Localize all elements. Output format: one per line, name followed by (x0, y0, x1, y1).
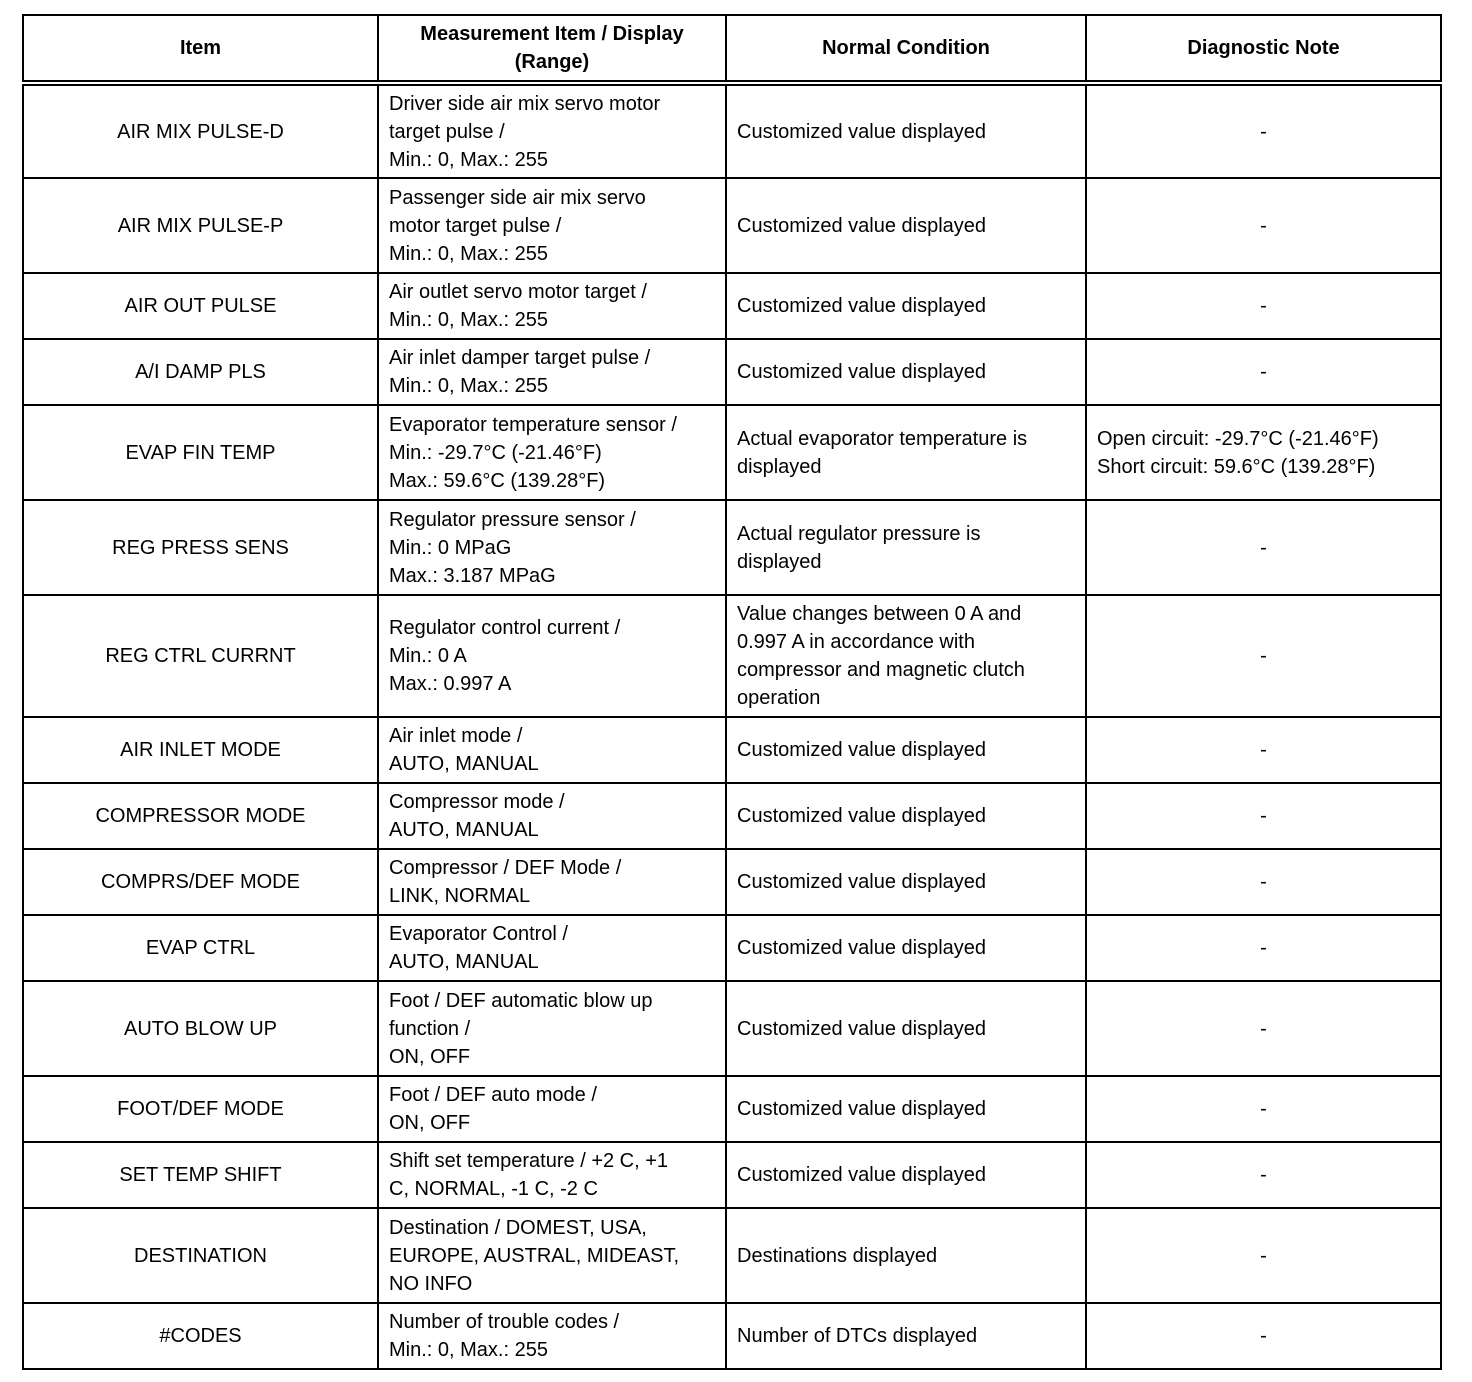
normal-condition-cell (726, 339, 1086, 405)
cell-text: Min.: 0 A (389, 645, 467, 667)
item-cell (23, 595, 378, 717)
cell-text: Min.: 0, Max.: 255 (389, 148, 548, 171)
cell-text: Min.: 0 MPaG (389, 536, 512, 559)
measurement-cell (378, 783, 726, 849)
normal-condition-cell (726, 717, 1086, 783)
cell-text: Customized value displayed (737, 1017, 987, 1040)
measurement-cell (378, 849, 726, 915)
diagnostic-note-cell (1086, 339, 1441, 405)
cell-text: A/I DAMP PLS (135, 361, 266, 383)
diagnostic-note-cell (1086, 83, 1441, 178)
cell-text: AUTO, MANUAL (389, 753, 539, 775)
normal-condition-cell (726, 1142, 1086, 1208)
cell-text: Customized value displayed (737, 739, 987, 761)
diagnostic-note-cell (1086, 849, 1441, 915)
table-row (23, 1303, 1441, 1369)
cell-text: Min.: 0, Max.: 255 (389, 309, 548, 331)
cell-text: Air inlet mode / (389, 725, 523, 747)
cell-text: Min.: 0, Max.: 255 (389, 242, 548, 265)
cell-text: Regulator pressure sensor / (389, 508, 636, 531)
diagnostic-note-cell (1086, 783, 1441, 849)
item-cell (23, 849, 378, 915)
normal-condition-cell (726, 595, 1086, 717)
table-row (23, 405, 1441, 500)
cell-text: - (1260, 1164, 1267, 1186)
header-row (23, 15, 1441, 83)
cell-text: Destinations displayed (737, 1244, 938, 1267)
item-cell (23, 500, 378, 595)
cell-text: Air outlet servo motor target / (389, 281, 647, 303)
table-row (23, 83, 1441, 178)
cell-text: Actual evaporator temperature is (737, 427, 1028, 450)
cell-text: Min.: 0, Max.: 255 (389, 375, 548, 397)
cell-text: Number of trouble codes / (389, 1311, 620, 1333)
cell-text: Evaporator temperature sensor / (389, 413, 677, 436)
cell-text: - (1260, 536, 1267, 559)
measurement-cell (378, 717, 726, 783)
table-body (23, 83, 1441, 1369)
table-row (23, 595, 1441, 717)
diagnostic-note-cell (1086, 595, 1441, 717)
cell-text: - (1260, 295, 1267, 317)
measurement-cell (378, 83, 726, 178)
cell-text: AIR OUT PULSE (124, 295, 277, 317)
cell-text: Customized value displayed (737, 361, 987, 383)
item-cell (23, 405, 378, 500)
measurement-cell (378, 178, 726, 273)
table-row (23, 915, 1441, 981)
diagnostic-note-cell (1086, 273, 1441, 339)
cell-text: AIR MIX PULSE-D (117, 120, 284, 143)
normal-condition-cell (726, 405, 1086, 500)
cell-text: EUROPE, AUSTRAL, MIDEAST, (389, 1244, 680, 1267)
table-row (23, 273, 1441, 339)
cell-text: Regulator control current / (389, 617, 621, 639)
cell-text: - (1260, 937, 1267, 959)
cell-text: Compressor mode / (389, 791, 565, 813)
normal-condition-cell (726, 1303, 1086, 1369)
measurement-cell (378, 405, 726, 500)
measurement-cell (378, 500, 726, 595)
item-cell (23, 783, 378, 849)
cell-text: Customized value displayed (737, 214, 987, 237)
normal-condition-cell (726, 915, 1086, 981)
normal-condition-cell (726, 783, 1086, 849)
measurement-cell (378, 273, 726, 339)
cell-text: AUTO, MANUAL (389, 819, 539, 841)
normal-condition-cell (726, 83, 1086, 178)
cell-text: Evaporator Control / (389, 923, 568, 945)
measurement-cell (378, 915, 726, 981)
data-table (22, 14, 1442, 1370)
normal-condition-cell (726, 500, 1086, 595)
cell-text: Shift set temperature / +2 C, +1 (389, 1150, 669, 1172)
cell-text: AUTO, MANUAL (389, 951, 539, 973)
cell-text: Customized value displayed (737, 1098, 987, 1120)
cell-text: COMPRS/DEF MODE (101, 871, 300, 893)
cell-text: Compressor / DEF Mode / (389, 857, 622, 879)
table-row (23, 849, 1441, 915)
cell-text: - (1260, 1244, 1267, 1267)
item-cell (23, 83, 378, 178)
cell-text: Customized value displayed (737, 120, 987, 143)
table-row (23, 717, 1441, 783)
item-cell (23, 1303, 378, 1369)
cell-text: Customized value displayed (737, 295, 987, 317)
cell-text: EVAP FIN TEMP (125, 441, 276, 464)
diagnostic-note-cell (1086, 1076, 1441, 1142)
diagnostic-note-cell (1086, 1303, 1441, 1369)
measurement-cell (378, 339, 726, 405)
table-row (23, 1076, 1441, 1142)
cell-text: Value changes between 0 A and (737, 603, 1022, 625)
cell-text: EVAP CTRL (145, 937, 256, 959)
cell-text: operation (737, 687, 821, 709)
cell-text: - (1260, 1017, 1267, 1040)
cell-text: Max.: 3.187 MPaG (389, 564, 556, 587)
table-row (23, 1208, 1441, 1303)
normal-condition-cell (726, 1208, 1086, 1303)
cell-text: - (1260, 1325, 1267, 1347)
item-cell (23, 717, 378, 783)
item-cell (23, 1208, 378, 1303)
cell-text: Customized value displayed (737, 937, 987, 959)
cell-text: - (1260, 645, 1267, 667)
table-row (23, 178, 1441, 273)
diagnostic-note-cell (1086, 500, 1441, 595)
table-row (23, 783, 1441, 849)
diagnostic-note-cell (1086, 1142, 1441, 1208)
cell-text: Passenger side air mix servo (389, 186, 646, 209)
cell-text: - (1260, 120, 1267, 143)
cell-text: FOOT/DEF MODE (117, 1098, 284, 1120)
measurement-cell (378, 1303, 726, 1369)
cell-text: Driver side air mix servo motor (389, 92, 661, 115)
measurement-cell (378, 1208, 726, 1303)
cell-text: ON, OFF (389, 1112, 471, 1134)
cell-text: AIR MIX PULSE-P (117, 214, 284, 237)
cell-text: Max.: 0.997 A (389, 673, 512, 695)
header-diagnostic-note: Diagnostic Note (1086, 15, 1441, 83)
cell-text: Air inlet damper target pulse / (389, 347, 651, 369)
cell-text: C, NORMAL, -1 C, -2 C (389, 1178, 598, 1200)
cell-text: COMPRESSOR MODE (95, 805, 306, 827)
measurement-cell (378, 981, 726, 1076)
normal-condition-cell (726, 178, 1086, 273)
cell-text: Short circuit: 59.6°C (139.28°F) (1097, 455, 1376, 478)
cell-text: displayed (737, 550, 822, 573)
cell-text: - (1260, 805, 1267, 827)
cell-text: - (1260, 1098, 1267, 1120)
diagnostic-note-cell (1086, 981, 1441, 1076)
diagnostic-note-cell (1086, 178, 1441, 273)
measurement-cell (378, 595, 726, 717)
cell-text: - (1260, 361, 1267, 383)
item-cell (23, 1142, 378, 1208)
cell-text: SET TEMP SHIFT (119, 1164, 282, 1186)
cell-text: 0.997 A in accordance with (737, 631, 975, 653)
item-cell (23, 339, 378, 405)
measurement-cell (378, 1142, 726, 1208)
table-row (23, 339, 1441, 405)
cell-text: displayed (737, 455, 822, 478)
normal-condition-cell (726, 981, 1086, 1076)
cell-text: Customized value displayed (737, 1164, 987, 1186)
diagnostic-note-cell (1086, 717, 1441, 783)
cell-text: - (1260, 214, 1267, 237)
header-measurement: Measurement Item / Display (Range) (378, 15, 726, 83)
cell-text: REG CTRL CURRNT (105, 645, 296, 667)
cell-text: NO INFO (389, 1272, 473, 1295)
normal-condition-cell (726, 273, 1086, 339)
item-cell (23, 981, 378, 1076)
cell-text: motor target pulse / (389, 214, 562, 237)
cell-text: Max.: 59.6°C (139.28°F) (389, 469, 606, 492)
cell-text: LINK, NORMAL (389, 885, 531, 907)
cell-text: DESTINATION (134, 1244, 267, 1267)
cell-text: - (1260, 739, 1267, 761)
cell-text: Min.: 0, Max.: 255 (389, 1339, 548, 1361)
normal-condition-cell (726, 849, 1086, 915)
table-row (23, 1142, 1441, 1208)
cell-text: Actual regulator pressure is (737, 522, 981, 545)
header-normal-condition: Normal Condition (726, 15, 1086, 83)
normal-condition-cell (726, 1076, 1086, 1142)
table-header (23, 15, 1441, 83)
cell-text: Open circuit: -29.7°C (-21.46°F) (1097, 427, 1379, 450)
table-row (23, 981, 1441, 1076)
cell-text: AUTO BLOW UP (124, 1017, 277, 1040)
measurement-cell (378, 1076, 726, 1142)
cell-text: Destination / DOMEST, USA, (389, 1216, 647, 1239)
cell-text: - (1260, 871, 1267, 893)
cell-text: target pulse / (389, 120, 505, 143)
cell-text: compressor and magnetic clutch (737, 659, 1025, 681)
cell-text: Min.: -29.7°C (-21.46°F) (389, 441, 602, 464)
cell-text: Foot / DEF automatic blow up (389, 989, 653, 1012)
item-cell (23, 1076, 378, 1142)
cell-text: function / (389, 1017, 471, 1040)
cell-text: Number of DTCs displayed (737, 1325, 978, 1347)
diagnostic-note-cell (1086, 915, 1441, 981)
item-cell (23, 273, 378, 339)
cell-text: Customized value displayed (737, 871, 987, 893)
table-row (23, 500, 1441, 595)
cell-text: Foot / DEF auto mode / (389, 1084, 597, 1106)
cell-text: REG PRESS SENS (112, 536, 289, 559)
diagnostic-note-cell (1086, 405, 1441, 500)
cell-text: #CODES (159, 1325, 242, 1347)
diagnostic-note-cell (1086, 1208, 1441, 1303)
cell-text: ON, OFF (389, 1045, 471, 1068)
item-cell (23, 178, 378, 273)
cell-text: AIR INLET MODE (120, 739, 281, 761)
header-item: Item (23, 15, 378, 83)
cell-text: Customized value displayed (737, 805, 987, 827)
item-cell (23, 915, 378, 981)
